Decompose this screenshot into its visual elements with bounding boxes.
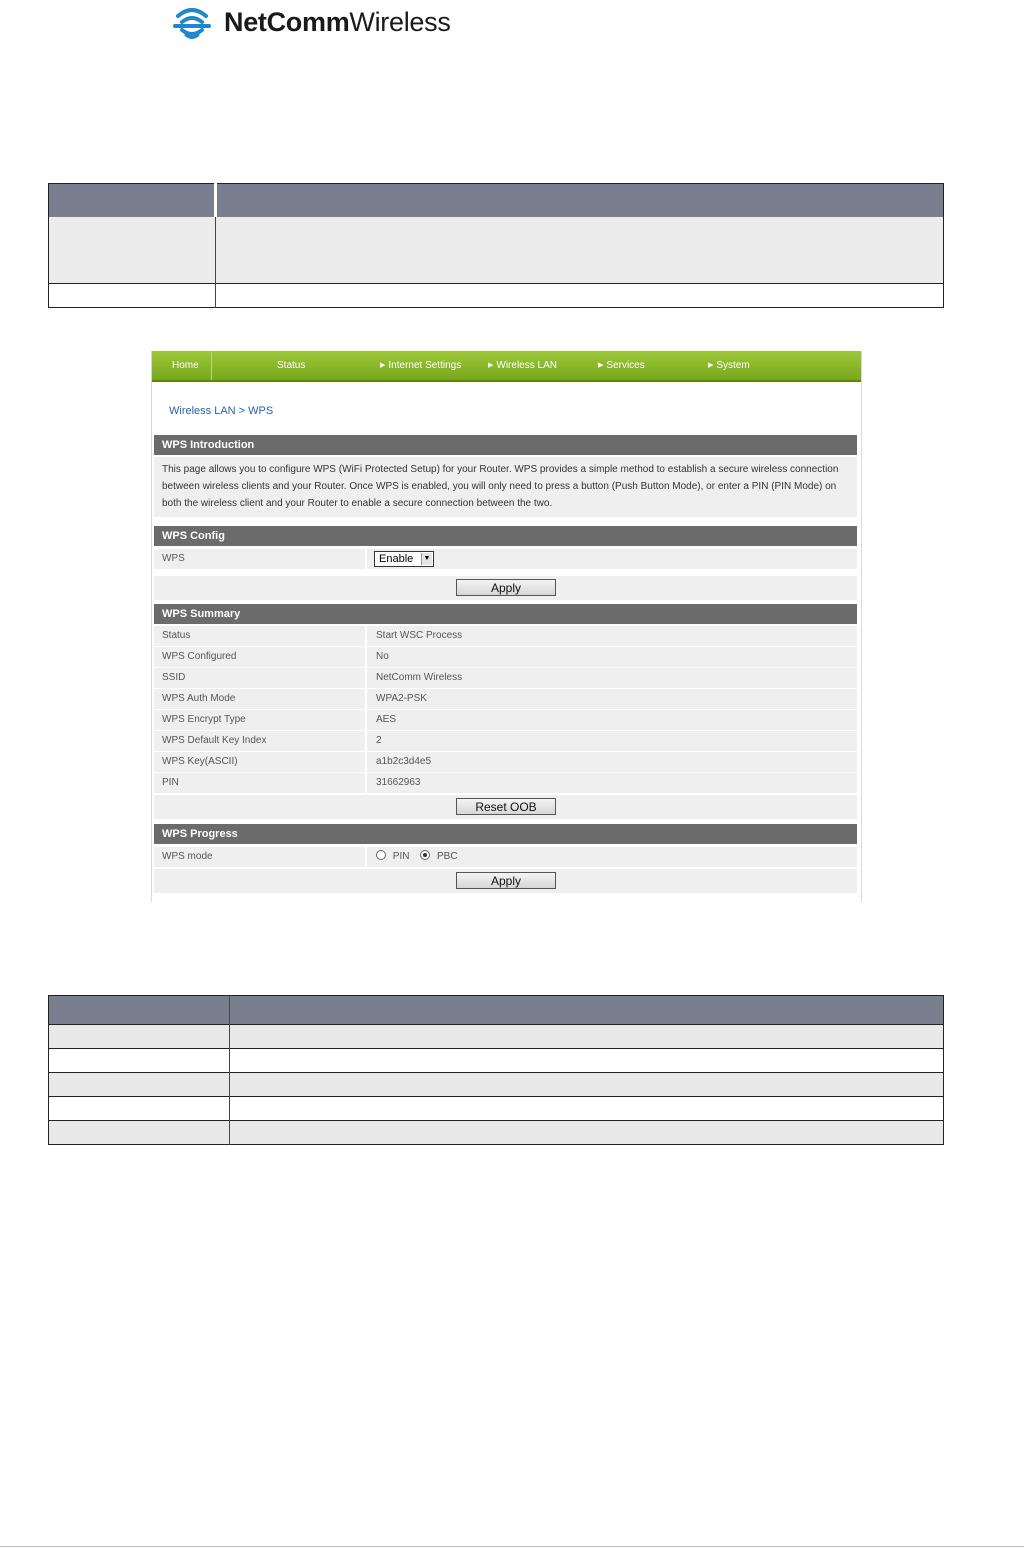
wps-config-header: WPS Config [154, 526, 857, 546]
table-row [49, 217, 944, 284]
wps-enable-row [154, 549, 857, 569]
summary-value: NetComm Wireless [376, 672, 463, 683]
table-row [49, 1097, 944, 1121]
summary-row [154, 626, 857, 646]
doc-table-bottom [48, 995, 944, 1145]
summary-label: Status [162, 630, 191, 641]
summary-value: No [376, 651, 389, 662]
pin-radio-label: PIN [392, 851, 410, 862]
top-nav-bar [152, 351, 861, 382]
breadcrumb[interactable]: Wireless LAN > WPS [169, 405, 274, 417]
reset-oob-button[interactable]: Reset OOB [456, 798, 556, 815]
summary-row [154, 668, 857, 688]
nav-wireless-lan[interactable]: ▶ Wireless LAN [488, 360, 557, 371]
summary-row [154, 773, 857, 793]
doc-table-top [48, 183, 944, 308]
triangle-right-icon: ▶ [708, 362, 714, 369]
summary-label: WPS Encrypt Type [162, 714, 246, 725]
pin-radio[interactable] [376, 850, 386, 860]
netcomm-logo [168, 0, 451, 44]
table-header-row [49, 184, 944, 217]
nav-home[interactable]: Home [172, 360, 199, 371]
summary-row [154, 731, 857, 751]
table-row [49, 1121, 944, 1145]
nav-status[interactable]: Status [277, 360, 306, 371]
summary-row [154, 710, 857, 730]
summary-row [154, 689, 857, 709]
router-wps-screenshot [151, 351, 862, 902]
summary-value: 2 [376, 735, 382, 746]
wps-introduction-text: This page allows you to configure WPS (WiFi Protected Setup) for your Router. WPS provides a simple method to establish a secure wireless connection between wireless clients and your Router. Once WPS is enabled, you will only need to press a button (Push Button Mode), or enter a PIN (PIN Mode) on both the wireless client and your Router to enable a secure connection between the two. [154, 457, 857, 517]
summary-label: PIN [162, 777, 179, 788]
summary-label: WPS Key(ASCII) [162, 756, 238, 767]
summary-label: SSID [162, 672, 186, 683]
table-row [49, 1073, 944, 1097]
wps-progress-header: WPS Progress [154, 824, 857, 844]
wps-mode-options [376, 850, 458, 862]
summary-row [154, 752, 857, 772]
footer-divider [0, 1546, 1024, 1547]
nav-system[interactable]: ▶ System [708, 360, 750, 371]
summary-row [154, 647, 857, 667]
wps-label: WPS [162, 553, 185, 564]
wps-enable-select[interactable] [374, 551, 434, 567]
wps-enable-value: Enable [379, 553, 414, 565]
nav-services[interactable]: ▶ Services [598, 360, 645, 371]
summary-label: WPS Default Key Index [162, 735, 267, 746]
table-row [49, 284, 944, 308]
summary-label: WPS Configured [162, 651, 237, 662]
triangle-right-icon: ▶ [598, 362, 604, 369]
triangle-right-icon: ▶ [380, 362, 386, 369]
pbc-radio-label: PBC [437, 851, 458, 862]
progress-apply-button[interactable]: Apply [456, 872, 556, 889]
table-row [49, 1025, 944, 1049]
config-apply-button[interactable]: Apply [456, 579, 556, 596]
triangle-right-icon: ▶ [488, 362, 494, 369]
summary-label: WPS Auth Mode [162, 693, 236, 704]
wps-mode-row [154, 847, 857, 867]
wps-summary-header: WPS Summary [154, 604, 857, 624]
wps-mode-label: WPS mode [162, 851, 213, 862]
summary-value: AES [376, 714, 397, 725]
chevron-down-icon: ▼ [421, 553, 432, 565]
pbc-radio[interactable] [420, 850, 430, 860]
summary-value: WPA2-PSK [376, 693, 427, 704]
brand-name: NetCommWireless [224, 6, 451, 37]
summary-value: a1b2c3d4e5 [376, 756, 432, 767]
table-row [49, 1049, 944, 1073]
summary-value: Start WSC Process [376, 630, 463, 641]
wps-introduction-header: WPS Introduction [154, 435, 857, 455]
summary-value: 31662963 [376, 777, 421, 788]
wifi-logo-icon [168, 2, 216, 42]
nav-internet-settings[interactable]: ▶ Internet Settings [380, 360, 462, 371]
table-header-row [49, 996, 944, 1025]
